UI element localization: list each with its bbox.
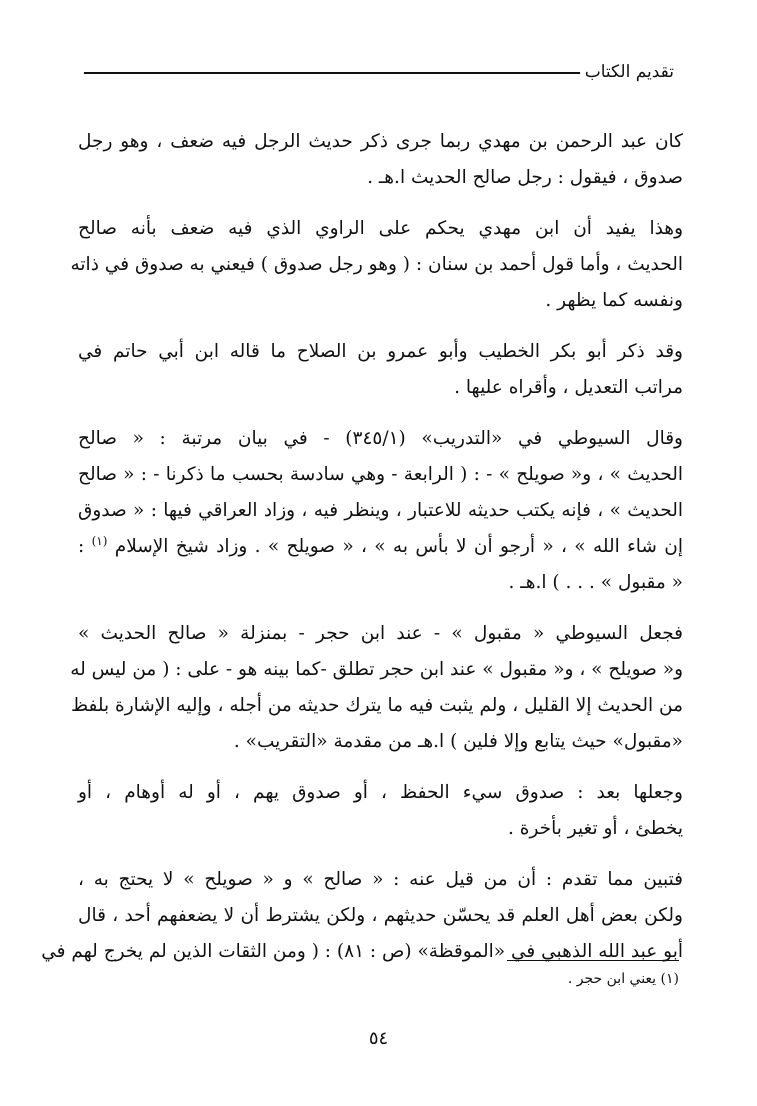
text-line: أبو عبد الله الذهبي في «الموقظة» (ص : ٨١) : ( ومن الثقات الذين لم يخرج لهم في xyxy=(41,941,683,962)
text-line: فجعل السيوطي « مقبول » - عند ابن حجر - بمنزلة « صالح الحديث » xyxy=(78,623,683,644)
text-line: « مقبول » . . . ) ا.هـ . xyxy=(508,572,683,593)
text-line: الحديث » ، فإنه يكتب حديثه للاعتبار ، وينظر فيه ، وزاد العراقي فيها : « صدوق xyxy=(78,500,683,521)
text-line: الحديث ، وأما قول أحمد بن سنان : ( وهو رجل صدوق ) فيعني به صدوق في ذاته xyxy=(70,254,683,275)
text-line: و« صويلح » ، و« مقبول » عند ابن حجر تطلق -كما بينه هو - على : ( من ليس له xyxy=(70,659,683,680)
paragraph-6 xyxy=(78,775,683,847)
text-line: وجعلها بعد : صدوق سيء الحفظ ، أو صدوق يهم ، أو له أوهام ، أو xyxy=(78,782,683,803)
text-line: من الحديث إلا القليل ، ولم يثبت فيه ما يترك حديثه من أجله ، وإليه الإشارة بلفظ xyxy=(70,695,683,716)
text-line: كان عبد الرحمن بن مهدي ربما جرى ذكر حديث الرجل فيه ضعف ، وهو رجل xyxy=(78,131,683,152)
text-line: الحديث » ، و« صويلح » - : ( الرابعة - وهي سادسة بحسب ما ذكرنا - : « صالح xyxy=(78,464,683,485)
text-line: ولكن بعض أهل العلم قد يحسّن حديثهم ، ولكن يشترط أن لا يضعفهم أحد ، قال xyxy=(78,905,683,926)
text-line: فتبين مما تقدم : أن من قيل عنه : « صالح » و « صويلح » لا يحتج به ، xyxy=(78,869,683,890)
text-line: ونفسه كما يظهر . xyxy=(545,290,683,311)
paragraph-1 xyxy=(78,124,683,196)
body-text xyxy=(41,124,683,985)
paragraph-4 xyxy=(78,421,683,601)
running-header-title: تقديم الكتاب xyxy=(584,62,674,82)
header-rule-short xyxy=(544,72,580,74)
text-line: وقال السيوطي في «التدريب» (٣٤٥/١) - في بيان مرتبة : « صالح xyxy=(78,428,683,449)
text-line: وهذا يفيد أن ابن مهدي يحكم على الراوي الذي فيه ضعف بأنه صالح xyxy=(78,218,683,239)
page-number: ٥٤ xyxy=(368,1028,389,1049)
text-line: «مقبول» حيث يتابع وإلا فلين ) ا.هـ من مقدمة «التقريب» . xyxy=(233,731,683,752)
text-line-content: إن شاء الله » ، « أرجو أن لا بأس به » ، « صويلح » . وزاد شيخ الإسلام xyxy=(114,536,683,557)
text-line: مراتب التعديل ، وأقراه عليها . xyxy=(454,377,683,398)
header-rule-long xyxy=(84,72,544,74)
text-line: صدوق ، فيقول : رجل صالح الحديث ا.هـ . xyxy=(367,167,683,188)
paragraph-2 xyxy=(70,211,683,319)
footnote-divider xyxy=(507,960,679,961)
text-line: وقد ذكر أبو بكر الخطيب وأبو عمرو بن الصلاح ما قاله ابن أبي حاتم في xyxy=(78,341,683,362)
footnote-reference[interactable]: (١) xyxy=(91,533,108,548)
paragraph-7 xyxy=(41,862,683,970)
footnote-ref-suffix: : xyxy=(78,536,92,557)
footnote: (١) يعني ابن حجر . xyxy=(567,971,679,987)
text-line: يخطئ ، أو تغير بأخرة . xyxy=(507,818,683,839)
paragraph-3 xyxy=(78,334,683,406)
paragraph-5 xyxy=(70,616,683,760)
text-line-with-footnote xyxy=(78,529,683,565)
running-header xyxy=(84,56,674,86)
